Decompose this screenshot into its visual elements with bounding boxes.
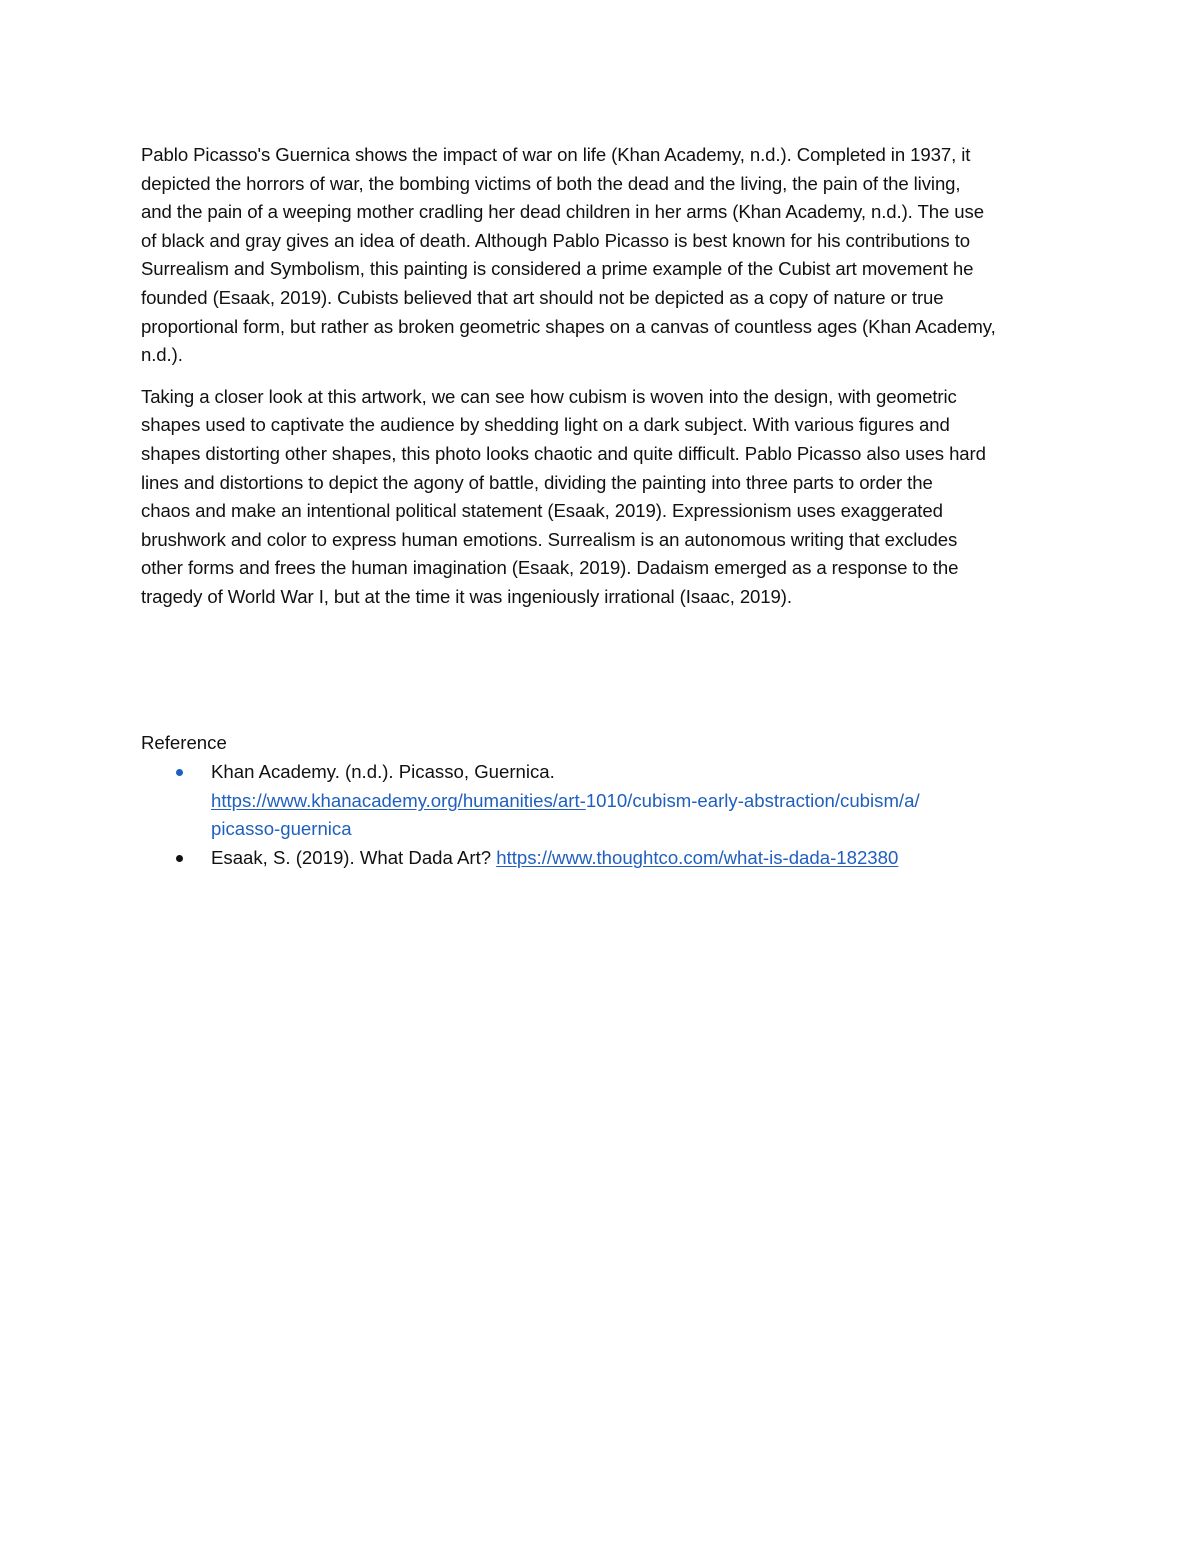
paragraph-line: founded (Esaak, 2019). Cubists believed that art should not be depicted as a copy of nature or true: [141, 286, 944, 308]
reference-text: Khan Academy. (n.d.). Picasso, Guernica.: [211, 761, 555, 782]
body-text: [141, 141, 1061, 625]
paragraph-line: of black and gray gives an idea of death. Although Pablo Picasso is best known for his contributions to: [141, 229, 970, 251]
reference-text: Esaak, S. (2019). What Dada Art?: [211, 846, 497, 868]
paragraph-line: proportional form, but rather as broken geometric shapes on a canvas of countless ages (Khan Academy,: [141, 315, 996, 337]
reference-link-continued[interactable]: picasso-guernica: [211, 818, 352, 840]
paragraph-line: lines and distortions to depict the agony of battle, dividing the painting into three parts to order the: [141, 471, 933, 493]
reference-link[interactable]: https://www.thoughtco.com/what-is-dada-182380: [496, 846, 899, 868]
reference-list: [141, 758, 1081, 872]
paragraph-line: other forms and frees the human imagination (Esaak, 2019). Dadaism emerged as a response to the: [141, 557, 959, 579]
paragraph-line: n.d.).: [141, 344, 183, 366]
paragraph-line: Surrealism and Symbolism, this painting is considered a prime example of the Cubist art movement he: [141, 258, 974, 280]
reference-link-line: [211, 787, 1081, 816]
paragraph-line: Taking a closer look at this artwork, we can see how cubism is woven into the design, with geometric: [141, 385, 957, 407]
paragraph-line: depicted the horrors of war, the bombing victims of both the dead and the living, the pain of the living,: [141, 172, 961, 194]
paragraph-line: chaos and make an intentional political statement (Esaak, 2019). Expressionism uses exaggerated: [141, 500, 943, 522]
paragraph-1: [141, 141, 1061, 370]
bullet-icon: [176, 769, 183, 776]
reference-item-khan-academy: [141, 758, 1081, 844]
paragraph-2: [141, 383, 1061, 612]
paragraph-line: tragedy of World War I, but at the time it was ingeniously irrational (Isaac, 2019).: [141, 585, 792, 607]
reference-link-continued[interactable]: 1010/cubism-early-abstraction/cubism/a/: [585, 789, 920, 811]
reference-link-line: [211, 815, 1081, 844]
paragraph-line: shapes used to captivate the audience by shedding light on a dark subject. With various figures and: [141, 414, 950, 436]
reference-item-esaak: [141, 844, 1081, 873]
reference-heading: Reference: [141, 732, 227, 753]
bullet-icon: [176, 855, 183, 862]
reference-link[interactable]: https://www.khanacademy.org/humanities/art-: [211, 789, 586, 811]
reference-text-line: [211, 844, 1081, 873]
paragraph-line: brushwork and color to express human emotions. Surrealism is an autonomous writing that excludes: [141, 528, 958, 550]
paragraph-line: and the pain of a weeping mother cradling her dead children in her arms (Khan Academy, n.d.). The use: [141, 201, 984, 223]
paragraph-line: shapes distorting other shapes, this photo looks chaotic and quite difficult. Pablo Picasso also uses hard: [141, 442, 986, 464]
paragraph-line: Pablo Picasso's Guernica shows the impact of war on life (Khan Academy, n.d.). Completed in 1937, it: [141, 144, 971, 165]
